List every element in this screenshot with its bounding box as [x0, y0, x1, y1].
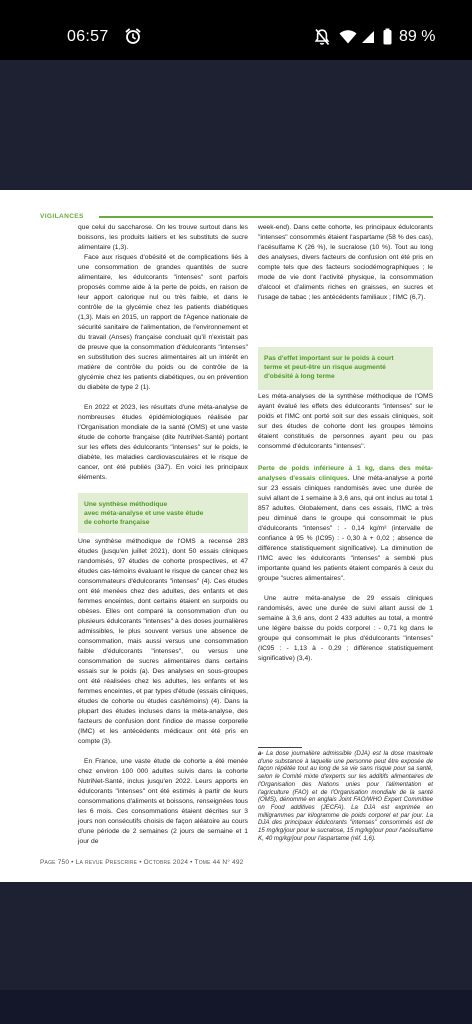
wifi-icon: [339, 30, 357, 44]
left-paragraph-2: Face aux risques d'obésité et de complications liés à une consommation de grandes quantités de sucre alimentaire, les édulcorants "intenses" sont parfois proposés comme aide à la perte de poids, en raison de leur apport calorique nul ou très faible, et dans le contrôle de la glycémie chez les patients diabétiques (1,3). Mais en 2015, un rapport de l'Agence nationale de sécurité sanitaire de l'alimentation, de l'environnement et du travail (Anses) française concluait qu'il n'existait pas de preuve que la consommation d'édulcorants "intenses" en substitution des sucres alimentaires ait un intérêt en matière de contrôle du poids ou de contrôle de la glycémie chez les patients diabétiques, ou en prévention du diabète de type 2 (1).: [78, 254, 248, 391]
left-heading-line: de cohorte française: [84, 519, 150, 526]
left-paragraph-3: En 2022 et 2023, les résultats d'une méta-analyse de nombreuses études épidémiologiques réalisée par l'Organisation mondiale de la santé (OMS) et une vaste étude de cohorte française (dite NutriNet-Santé) portant sur les effets des édulcorants "intenses" sur le poids, le diabète, les maladies cardiovasculaires et le risque de cancer, ont été publiés (3à7). En voici les principaux éléments.: [78, 404, 248, 481]
navigation-area: [0, 990, 472, 1024]
right-paragraph-2: Les méta-analyses de la synthèse méthodique de l'OMS ayant évalué les effets des édulcorants "intenses" sur le poids et l'IMC ont porté soit sur des essais cliniques, soit sur des études de cohorte dont les groupes témoins étaient constitués de personnes ayant peu ou pas consommé d'édulcorants "intenses".: [258, 393, 433, 450]
battery-icon: [383, 28, 392, 45]
right-heading-line: d'obésité à long terme: [264, 373, 335, 380]
section-rule: [99, 216, 433, 218]
footnote-text: La dose journalière admissible (DJA) est la dose maximale d'une substance à laquelle une personne peut être exposée de façon répétée tout au long de sa vie sans risque pour sa santé, selon le Comité mixte d'experts sur les additifs alimentaires de l'Organisation des Nations unies pour l'alimentation et l'agriculture (FAO) et de l'Organisation mondiale de la santé (OMS), dénommé en anglais Joint FAO/WHO Expert Committee on Food additives (JECFA). La DJA est exprimée en milligrammes par kilogramme de poids corporel et par jour. La DJA des principaux édulcorants "intenses" consommés est de 15 mg/kg/jour pour le sucralose, 15 mg/kg/jour pour l'acésulfame K, 40 mg/kg/jour pour l'aspartame (réf. 1,6).: [258, 750, 433, 842]
left-section-heading-box: [78, 493, 248, 533]
lead-in-heading: Perte de poids inférieure à 1 kg, dans des méta-analyses d'essais cliniques.: [258, 465, 433, 482]
right-section-heading-box: [258, 347, 433, 390]
right-paragraph-4: Une autre méta-analyse de 29 essais cliniques randomisés, avec une durée de suivi allant aussi de 1 semaine à 3,6 ans, dont 2 433 adultes au total, a montré une légère baisse du poids corporel : - 0,71 kg dans le groupe qui consommait le plus d'édulcorants "intenses" (IC95 : - 1,13 à - 0,29 ; différence statistiquement significative) (3,4).: [258, 595, 433, 662]
right-paragraph-3: [258, 464, 433, 584]
right-heading-line: Pas d'effet important sur le poids à court: [264, 355, 394, 362]
footnote-separator: [258, 747, 302, 748]
alarm-icon: [124, 27, 142, 45]
left-paragraph-5: En France, une vaste étude de cohorte a été menée chez environ 100 000 adultes suivis dans la cohorte NutriNet-Santé, inclus jusqu'en 2022. Leurs apports en édulcorants "intenses" ont été estimés à partir de leurs consommations d'aliments et boissons, renseignées tous les 6 mois. Ces consommations étaient décrites sur 3 jours non consécutifs choisis de façon aléatoire au cours d'une période de 2 semaines (2 jours de semaine et 1 jour de: [78, 758, 248, 845]
right-heading-line: terme et peut-être un risque augmenté: [264, 364, 386, 371]
signal-icon: [361, 30, 375, 44]
left-heading-line: avec méta-analyse et une vaste étude: [84, 510, 204, 517]
footnote: [258, 750, 433, 842]
footnote-label: a-: [258, 750, 264, 757]
page-footer: Page 750 • La revue Prescrire • Octobre 2024 • Tome 44 N° 492: [40, 859, 244, 866]
status-time: 06:57: [67, 28, 109, 45]
left-heading-line: Une synthèse méthodique: [84, 501, 168, 508]
right-paragraph-1: week-end). Dans cette cohorte, les principaux édulcorants "intenses" consommés étaient l'aspartame (58 % des cas), l'acésulfame K (26 %), le sucralose (10 %). Tout au long des analyses, divers facteurs de confusion ont été pris en compte tels que des facteurs sociodémographiques ; le mode de vie dont l'activité physique, la consommation d'alcool et d'aliments riches en graisses, en sucres et l'usage de tabac ; les antécédents familiaux ; l'IMC (6,7).: [258, 224, 433, 301]
mute-icon: [314, 28, 330, 46]
status-bar: [0, 0, 472, 60]
battery-percent: 89 %: [399, 28, 436, 45]
left-paragraph-4: Une synthèse méthodique de l'OMS a recensé 283 études (jusqu'en juillet 2021), dont 50 essais cliniques randomisés, 97 études de cohorte prospectives, et 47 études cas-témoins évaluant le risque de cancer chez les consommateurs d'édulcorants "intenses" (4). Ces études ont été menées chez des adultes, des enfants et des femmes enceintes, dont certains étaient en surpoids ou obèses. Elles ont comparé la consommation d'un ou plusieurs édulcorants "intenses" à des doses journalières admissibles, le plus souvent versus une absence de consommation, mais aussi versus une consommation faible d'édulcorants "intenses", ou versus une consommation de sucres alimentaires dans certains essais sur le poids (a). Des analyses en sous-groupes ont été réalisées chez les adultes, les enfants et les femmes enceintes, et par types d'étude (essais cliniques, études de cohorte ou études cas/témoins) (4). Dans la plupart des études incluses dans la méta-analyse, des facteurs de confusion dont l'indice de masse corporelle (IMC) et les antécédents médicaux ont été pris en compte (3).: [78, 538, 248, 745]
left-paragraph-1: que celui du saccharose. On les trouve surtout dans les boissons, les produits laitiers et les substituts de sucre alimentaire (1,3).: [78, 224, 248, 251]
section-label: VIGILANCES: [40, 213, 84, 220]
lead-in-body: Une méta-analyse a porté sur 23 essais cliniques randomisés avec une durée de suivi allant de 1 semaine à 3,6 ans, qui ont inclus au total 1 857 adultes. Globalement, dans ces essais, l'IMC a très peu diminué dans le groupe qui consommait le plus d'édulcorants "intenses" : - 0,14 kg/m² (intervalle de confiance à 95 % (IC95) : - 0,30 à + 0,02 ; absence de différence statistiquement significative). La diminution de l'IMC avec les édulcorants "intenses" a semblé plus importante quand les patients étaient comparés à ceux du groupe "sucres alimentaires".: [258, 475, 434, 582]
